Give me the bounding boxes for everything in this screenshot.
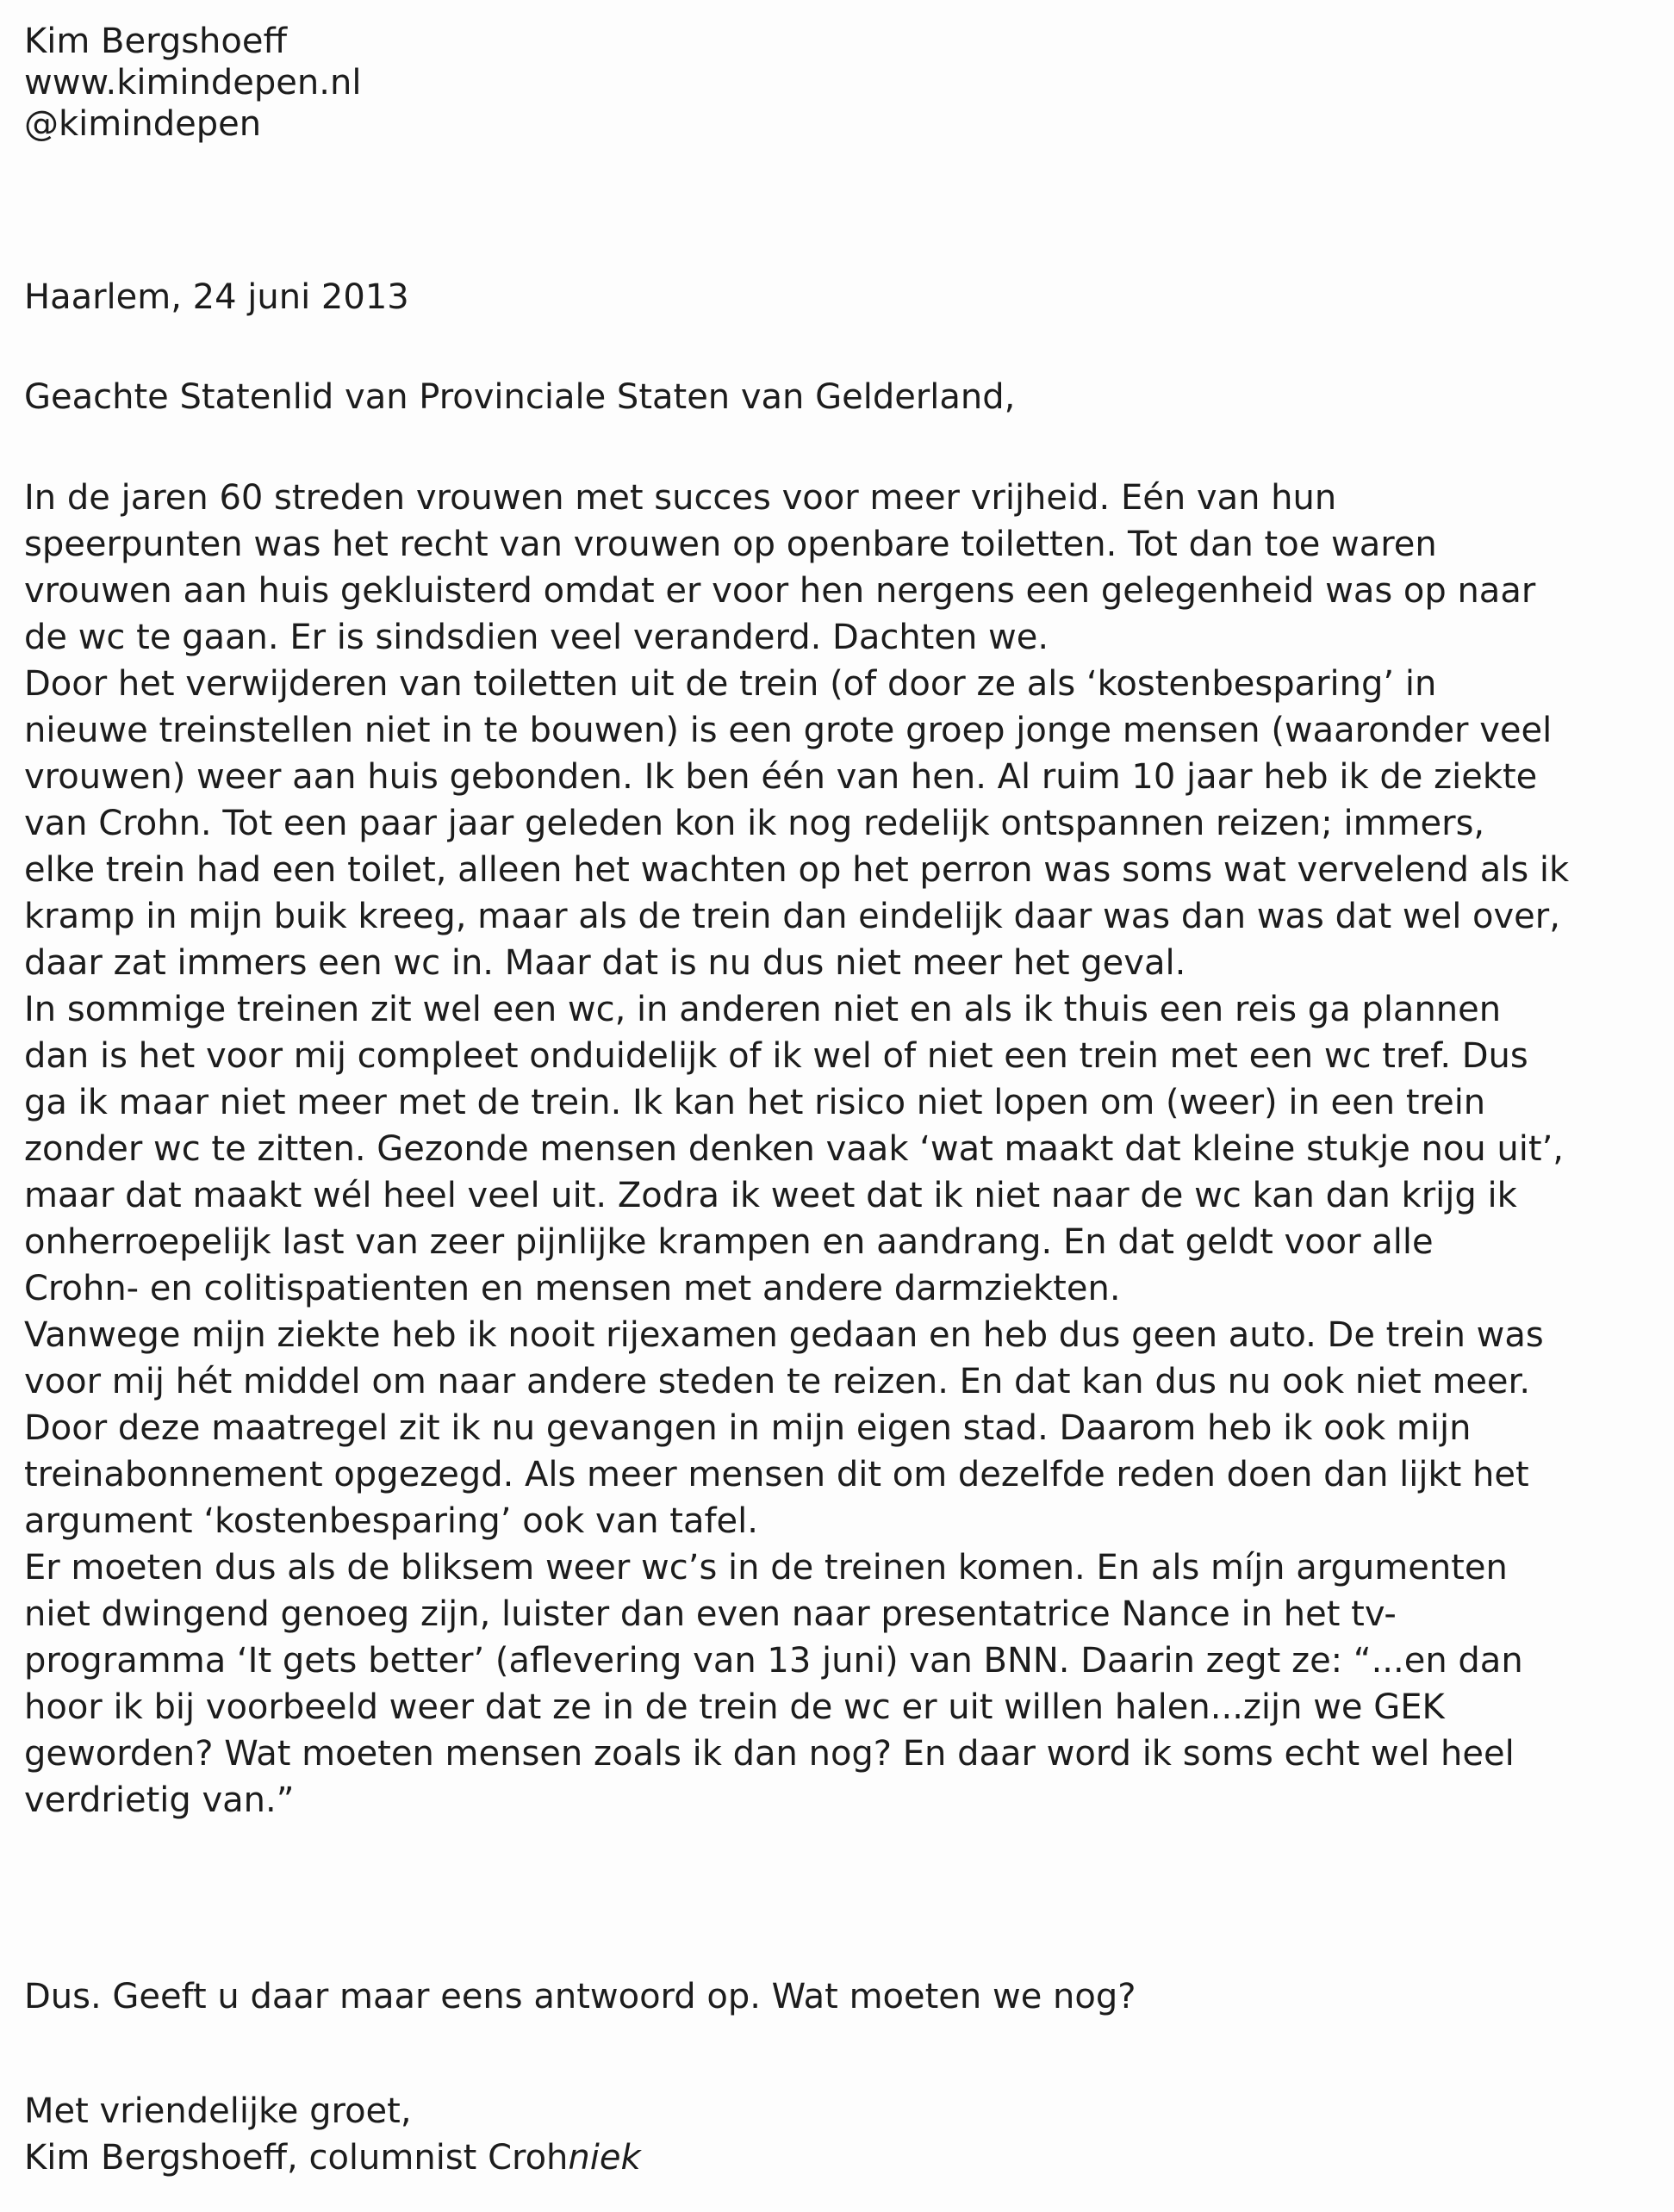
body-line: niet dwingend genoeg zijn, luister dan even naar presentatrice Nance in het tv- [24, 1594, 1397, 1634]
body-line: elke trein had een toilet, alleen het wachten op het perron was soms wat vervelend als ik [24, 850, 1570, 890]
salutation: Geachte Statenlid van Provinciale Staten van Gelderland, [24, 377, 1016, 417]
body-line: Er moeten dus als de bliksem weer wc’s in de treinen komen. En als míjn argumenten [24, 1548, 1508, 1588]
body-line: Vanwege mijn ziekte heb ik nooit rijexamen gedaan en heb dus geen auto. De trein was [24, 1315, 1544, 1355]
body-line: zonder wc te zitten. Gezonde mensen denken vaak ‘wat maakt dat kleine stukje nou uit’, [24, 1129, 1565, 1169]
sender-name: Kim Bergshoeff [24, 22, 288, 61]
body-line: speerpunten was het recht van vrouwen op openbare toiletten. Tot dan toe waren [24, 525, 1437, 564]
closing-greeting: Met vriendelijke groet, [24, 2091, 412, 2131]
body-line: hoor ik bij voorbeeld weer dat ze in de trein de wc er uit willen halen...zijn we GEK [24, 1687, 1445, 1727]
body-line: Door deze maatregel zit ik nu gevangen in mijn eigen stad. Daarom heb ik ook mijn [24, 1408, 1472, 1448]
sender-handle: @kimindepen [24, 104, 262, 144]
sender-website: www.kimindepen.nl [24, 63, 362, 103]
body-line: de wc te gaan. Er is sindsdien veel veranderd. Dachten we. [24, 618, 1049, 657]
body-line: treinabonnement opgezegd. Als meer mensen dit om dezelfde reden doen dan lijkt het [24, 1455, 1529, 1494]
body-line: daar zat immers een wc in. Maar dat is nu dus niet meer het geval. [24, 943, 1186, 983]
body-line: vrouwen aan huis gekluisterd omdat er voor hen nergens een gelegenheid was op naar [24, 571, 1536, 611]
body-line: voor mij hét middel om naar andere steden te reizen. En dat kan dus nu ook niet meer. [24, 1362, 1531, 1401]
body-line: programma ‘It gets better’ (aflevering van 13 juni) van BNN. Daarin zegt ze: “...en dan [24, 1641, 1523, 1681]
body-line: nieuwe treinstellen niet in te bouwen) is een grote groep jonge mensen (waaronder veel [24, 711, 1553, 750]
closing-question: Dus. Geeft u daar maar eens antwoord op. Wat moeten we nog? [24, 1977, 1136, 2016]
body-line: dan is het voor mij compleet onduidelijk of ik wel of niet een trein met een wc tref. Dus [24, 1036, 1528, 1076]
sender-block [24, 21, 361, 145]
signature-italic-text: niek [568, 2138, 641, 2178]
date-line: Haarlem, 24 juni 2013 [24, 277, 409, 317]
body-line: Crohn- en colitispatienten en mensen met andere darmziekten. [24, 1269, 1121, 1308]
body-line: argument ‘kostenbesparing’ ook van tafel. [24, 1501, 758, 1541]
signature [24, 2134, 641, 2181]
signature-text: Kim Bergshoeff, columnist Croh [24, 2138, 569, 2178]
body-line: ga ik maar niet meer met de trein. Ik kan het risico niet lopen om (weer) in een trein [24, 1083, 1486, 1122]
body-line: van Crohn. Tot een paar jaar geleden kon ik nog redelijk ontspannen reizen; immers, [24, 804, 1485, 843]
body-line: In sommige treinen zit wel een wc, in anderen niet en als ik thuis een reis ga plannen [24, 990, 1502, 1029]
closing-block [24, 2088, 641, 2181]
body-line: kramp in mijn buik kreeg, maar als de trein dan eindelijk daar was dan was dat wel over, [24, 897, 1560, 936]
body-line: maar dat maakt wél heel veel uit. Zodra ik weet dat ik niet naar de wc kan dan krijg ik [24, 1176, 1517, 1215]
body-line: verdrietig van.” [24, 1780, 295, 1820]
body-line: In de jaren 60 streden vrouwen met succes voor meer vrijheid. Eén van hun [24, 478, 1337, 518]
letter-body [24, 475, 1661, 1824]
body-line: Door het verwijderen van toiletten uit de trein (of door ze als ‘kostenbesparing’ in [24, 664, 1437, 704]
body-line: geworden? Wat moeten mensen zoals ik dan nog? En daar word ik soms echt wel heel [24, 1734, 1515, 1774]
body-line: onherroepelijk last van zeer pijnlijke krampen en aandrang. En dat geldt voor alle [24, 1222, 1434, 1262]
body-line: vrouwen) weer aan huis gebonden. Ik ben één van hen. Al ruim 10 jaar heb ik de ziekte [24, 757, 1538, 797]
